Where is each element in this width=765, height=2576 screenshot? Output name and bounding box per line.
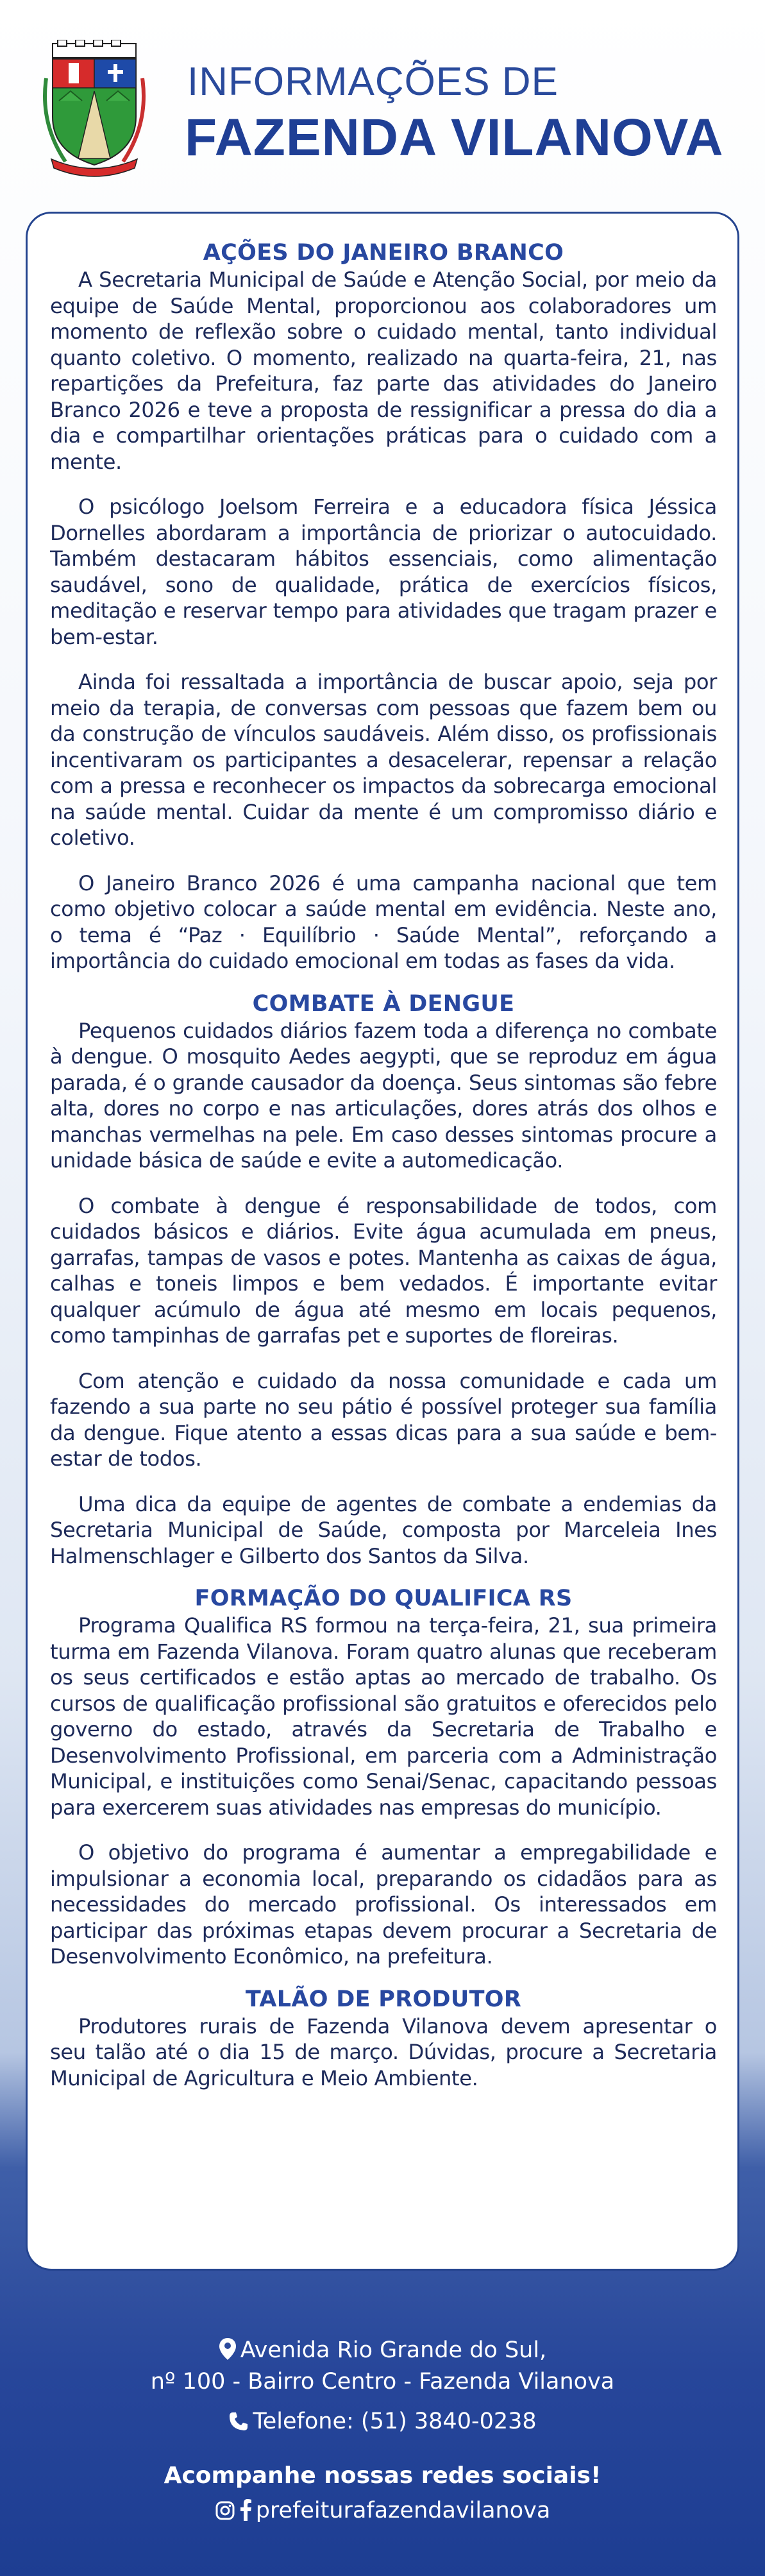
section-qualifica-rs: [50, 1584, 717, 1970]
page-header: [0, 0, 765, 192]
phone-icon: [228, 2407, 249, 2437]
address-block: [0, 2335, 765, 2366]
section-title: FORMAÇÃO DO QUALIFICA RS: [194, 1586, 573, 1611]
social-handle[interactable]: prefeiturafazendavilanova: [255, 2498, 551, 2523]
location-pin-icon: [219, 2335, 237, 2366]
section-janeiro-branco: [50, 239, 717, 974]
paragraph: O combate à dengue é responsabilidade de todos, com cuidados básicos e diários. Evite água acumulada em pneus, garrafas, tampas de vasos e potes. Mantenha as caixas de água, calhas e toneis limpos e bem vedados. É importante evitar qualquer acúmulo de água até mesmo em locais pequenos, como tampinhas de garrafas pet e suportes de floreiras.: [50, 1193, 717, 1348]
social-block[interactable]: [0, 2495, 765, 2527]
paragraph: Pequenos cuidados diários fazem toda a diferença no combate à dengue. O mosquito Aedes aegypti, que se reproduz em água parada, é o grande causador da doença. Seus sintomas são febre alta, dores no corpo e nas articulações, dores atrás dos olhos e manchas vermelhas na pele. Em caso desses sintomas procure a unidade básica de saúde e evite a automedicação.: [50, 1018, 717, 1173]
header-title-line1: INFORMAÇÕES DE: [187, 60, 559, 104]
section-talao-produtor: [50, 1985, 717, 2092]
paragraph: O objetivo do programa é aumentar a empregabilidade e impulsionar a economia local, preparando os cidadãos para as necessidades do mercado profissional. Os interessados em participar das próximas etapas devem procurar a Secretaria de Desenvolvimento Econômico, na prefeitura.: [50, 1840, 717, 1969]
address-line1: Avenida Rio Grande do Sul,: [240, 2337, 547, 2363]
municipal-crest-logo: [40, 40, 149, 178]
section-title: TALÃO DE PRODUTOR: [245, 1986, 522, 2012]
social-cta: Acompanhe nossas redes sociais!: [164, 2462, 601, 2489]
address-line2: nº 100 - Bairro Centro - Fazenda Vilanova: [150, 2369, 615, 2394]
facebook-icon[interactable]: [239, 2496, 252, 2527]
paragraph: Uma dica da equipe de agentes de combate a endemias da Secretaria Municipal de Saúde, composta por Marceleia Ines Halmenschlager e Gilberto dos Santos da Silva.: [50, 1491, 717, 1568]
section-combate-dengue: [50, 990, 717, 1570]
instagram-icon[interactable]: [215, 2496, 235, 2527]
section-title: AÇÕES DO JANEIRO BRANCO: [203, 240, 564, 266]
paragraph: O Janeiro Branco 2026 é uma campanha nacional que tem como objetivo colocar a saúde mental em evidência. Neste ano, o tema é “Paz · Equilíbrio · Saúde Mental”, reforçando a importância do cuidado emocional em todas as fases da vida.: [50, 870, 717, 973]
paragraph: A Secretaria Municipal de Saúde e Atenção Social, por meio da equipe de Saúde Mental, proporcionou aos colaboradores um momento de reflexão sobre o cuidado mental, tanto individual quanto coletivo. O momento, realizado na quarta-feira, 21, nas repartições da Prefeitura, faz parte das atividades do Janeiro Branco 2026 e teve a proposta de ressignificar a pressa do dia a dia e compartilhar orientações práticas para o cuidado com a mente.: [50, 267, 717, 474]
header-title-line2: FAZENDA VILANOVA: [185, 108, 724, 167]
phone-block: [0, 2406, 765, 2437]
article-content: [50, 239, 717, 2091]
section-title: COMBATE À DENGUE: [252, 990, 515, 1017]
paragraph: Produtores rurais de Fazenda Vilanova devem apresentar o seu talão até o dia 15 de março. Dúvidas, procure a Secretaria Municipal de Agricultura e Meio Ambiente.: [50, 2013, 717, 2090]
phone-number: Telefone: (51) 3840-0238: [253, 2409, 537, 2434]
paragraph: Com atenção e cuidado da nossa comunidade e cada um fazendo a sua parte no seu pátio é possível proteger sua família da dengue. Fique atento a essas dicas para a sua saúde e bem-estar de todos.: [50, 1368, 717, 1471]
page-footer: [0, 2335, 765, 2527]
paragraph: Programa Qualifica RS formou na terça-feira, 21, sua primeira turma em Fazenda Vilanova. Foram quatro alunas que receberam os seus certificados e estão aptas ao mercado de trabalho. Os cursos de qualificação profissional são gratuitos e oferecidos pelo governo do estado, através da Secretaria de Trabalho e Desenvolvimento Profissional, em parceria com a Administração Municipal, e instituições como Senai/Senac, capacitando pessoas para exercerem suas atividades nas empresas do município.: [50, 1613, 717, 1820]
paragraph: Ainda foi ressaltada a importância de buscar apoio, seja por meio da terapia, de conversas com pessoas que fazem bem ou da construção de vínculos saudáveis. Além disso, os profissionais incentivaram os participantes a desacelerar, repensar a relação com a pressa e reconhecer os impactos da sobrecarga emocional na saúde mental. Cuidar da mente é um compromisso diário e coletivo.: [50, 670, 717, 850]
paragraph: O psicólogo Joelsom Ferreira e a educadora física Jéssica Dornelles abordaram a importância de priorizar o autocuidado. Também destacaram hábitos essenciais, como alimentação saudável, sono de qualidade, prática de exercícios físicos, meditação e reservar tempo para atividades que tragam prazer e bem-estar.: [50, 495, 717, 649]
